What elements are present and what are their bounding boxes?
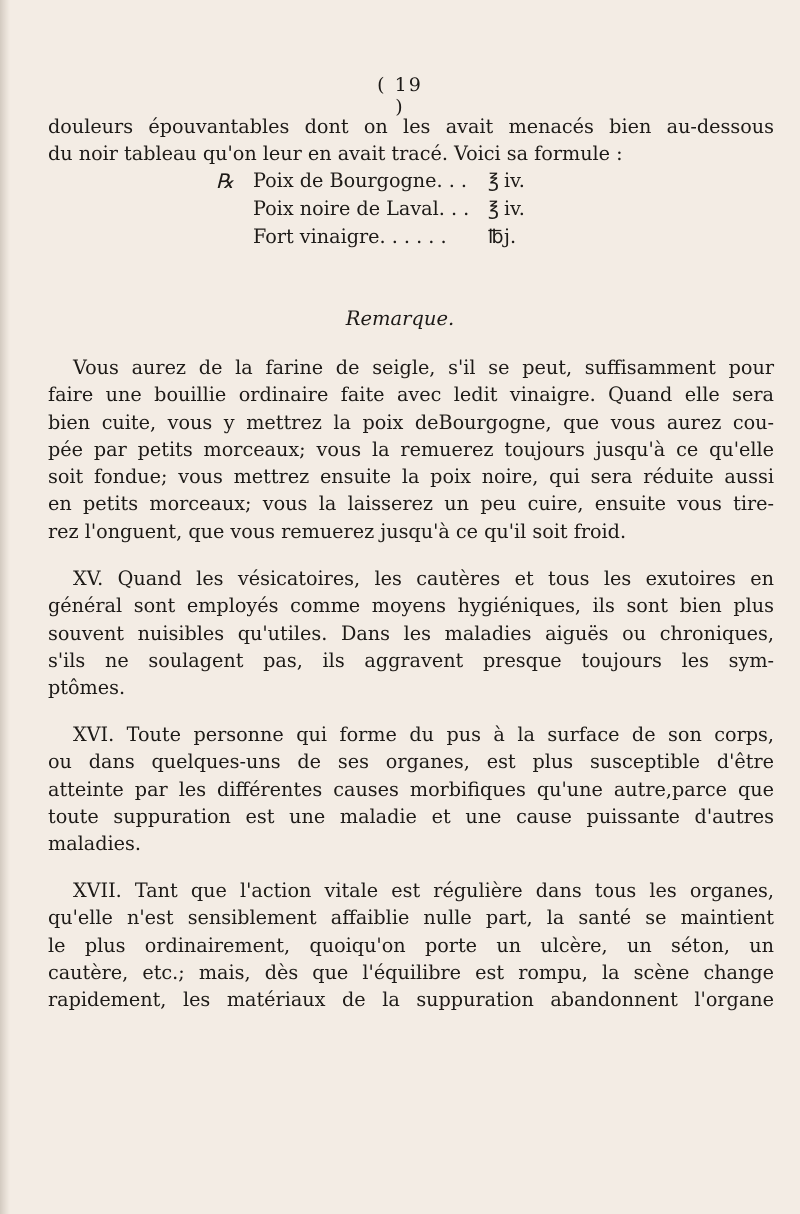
formula-row bbox=[216, 223, 544, 251]
text-line: toute suppuration est une maladie et une cause puissante d'autres bbox=[48, 804, 774, 828]
remarque-paragraph bbox=[48, 354, 774, 545]
dose-quantity: j. bbox=[504, 225, 517, 248]
text-line: du noir tableau qu'on leur en avait tracé. Voici sa formule : bbox=[48, 142, 623, 166]
ounce-symbol: ℥ bbox=[488, 169, 500, 192]
text-line: rez l'onguent, que vous remuerez jusqu'à ce qu'il soit froid. bbox=[48, 519, 627, 543]
text-line: en petits morceaux; vous la laisserez un peu cuire, ensuite vous tire- bbox=[48, 492, 774, 516]
pound-symbol: ℔ bbox=[488, 225, 504, 248]
section-xvi bbox=[48, 721, 774, 857]
text-line: maladies. bbox=[48, 832, 141, 856]
remarque-heading: Remarque. bbox=[345, 307, 455, 330]
text-line: XVI. Toute personne qui forme du pus à la surface de son corps, bbox=[73, 723, 774, 746]
text-line: ptômes. bbox=[48, 676, 126, 700]
text-line: Vous aurez de la farine de seigle, s'il se peut, suffisamment pour bbox=[73, 356, 774, 379]
text-line: faire une bouillie ordinaire faite avec ledit vinaigre. Quand elle sera bbox=[48, 383, 774, 407]
page-number: ( 19 ) bbox=[377, 74, 423, 118]
page-edge-shadow bbox=[0, 0, 10, 1214]
text-line: le plus ordinairement, quoiqu'on porte un ulcère, un séton, un bbox=[48, 933, 774, 957]
dose-quantity: iv. bbox=[504, 169, 525, 192]
text-line: rapidement, les matériaux de la suppuration abandonnent l'organe bbox=[48, 988, 774, 1012]
text-line: soit fondue; vous mettrez ensuite la poix noire, qui sera réduite aussi bbox=[48, 465, 774, 489]
ounce-symbol: ℥ bbox=[488, 197, 500, 220]
recipe-formula bbox=[216, 167, 544, 251]
text-line: atteinte par les différentes causes morbifiques qu'une autre,parce que bbox=[48, 777, 774, 801]
text-line: souvent nuisibles qu'utiles. Dans les maladies aiguës ou chroniques, bbox=[48, 621, 774, 645]
text-line: bien cuite, vous y mettrez la poix deBourgogne, que vous aurez cou- bbox=[48, 410, 774, 434]
text-line: cautère, etc.; mais, dès que l'équilibre est rompu, la scène change bbox=[48, 960, 774, 984]
text-line: s'ils ne soulagent pas, ils aggravent presque toujours les sym- bbox=[48, 648, 774, 672]
text-line: qu'elle n'est sensiblement affaiblie nulle part, la santé se maintient bbox=[48, 906, 774, 930]
text-line: général sont employés comme moyens hygiéniques, ils sont bien plus bbox=[48, 594, 774, 618]
ingredient-name: Fort vinaigre. . . . . . bbox=[253, 225, 447, 248]
intro-paragraph bbox=[48, 113, 774, 168]
dose-quantity: iv. bbox=[504, 197, 525, 220]
recipe-symbol: ℞ bbox=[216, 169, 234, 193]
text-line: XV. Quand les vésicatoires, les cautères et tous les exutoires en bbox=[73, 567, 774, 590]
text-line: ou dans quelques-uns de ses organes, est plus susceptible d'être bbox=[48, 750, 774, 774]
formula-row bbox=[216, 195, 544, 223]
formula-row bbox=[216, 167, 544, 195]
ingredient-name: Poix noire de Laval. . . bbox=[253, 197, 470, 220]
ingredient-name: Poix de Bourgogne. . . bbox=[253, 169, 467, 192]
text-line: XVII. Tant que l'action vitale est régulière dans tous les organes, bbox=[73, 879, 774, 902]
section-xv bbox=[48, 565, 774, 701]
section-xvii bbox=[48, 877, 774, 1013]
text-line: douleurs épouvantables dont on les avait menacés bien au-dessous bbox=[48, 115, 774, 138]
text-line: pée par petits morceaux; vous la remuerez toujours jusqu'à ce qu'elle bbox=[48, 437, 774, 461]
